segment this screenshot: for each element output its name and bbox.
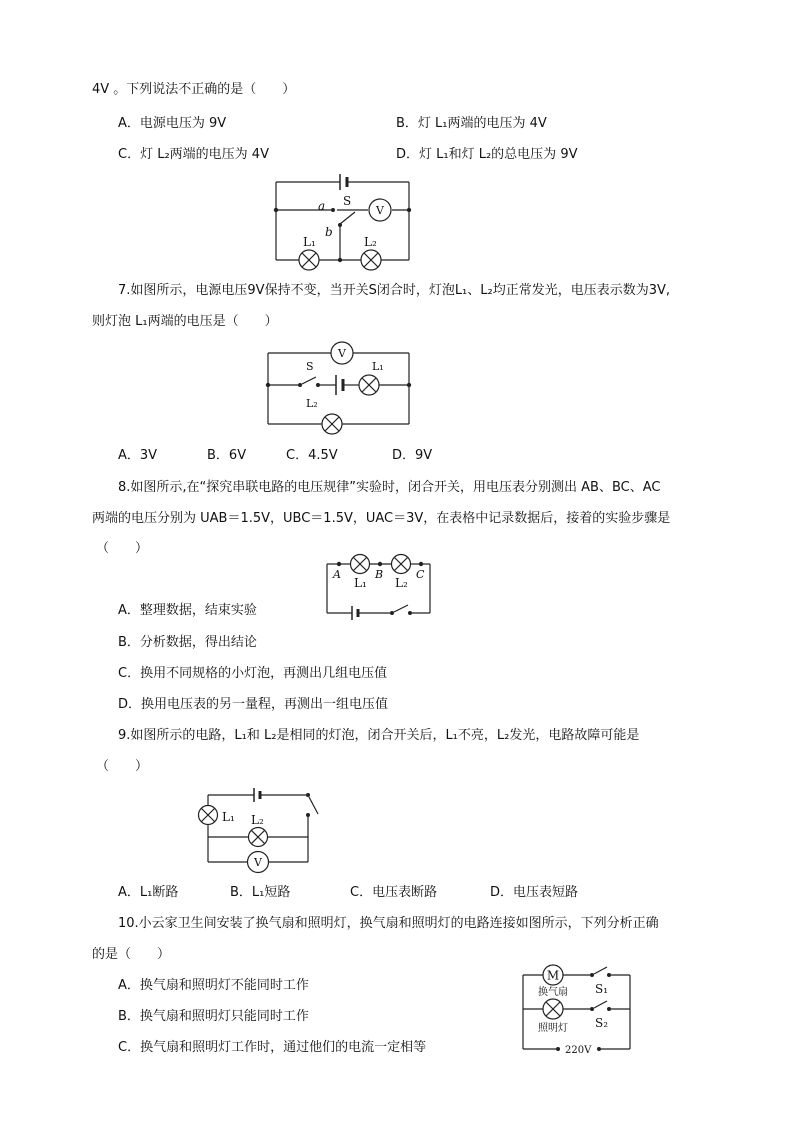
- lamp-l1-symbol: [351, 555, 370, 574]
- q8-stem-line3: （ ）: [96, 541, 149, 556]
- q9-option-d: D．电压表短路: [490, 885, 579, 900]
- q10-voltage-label: 220V: [565, 1045, 592, 1056]
- q8-stem-line1: 8.如图所示,在“探究串联电路的电压规律”实验时，闭合开关，用电压表分别测出 AB、BC、AC: [118, 480, 661, 495]
- q7-lamp-l1-label: L₁: [372, 360, 384, 373]
- q9-lamp-l1-label: L₁: [222, 810, 235, 824]
- q6-option-b: B．灯 L₁两端的电压为 4V: [396, 116, 547, 131]
- lamp-l1-symbol: [359, 375, 379, 395]
- q7-stem-line1: 7.如图所示，电源电压9V保持不变，当开关S闭合时，灯泡L₁、L₂均正常发光，电压表示数为3V,: [118, 283, 671, 298]
- q7-voltmeter-label: V: [338, 347, 346, 360]
- q8-option-c: C．换用不同规格的小灯泡，再测出几组电压值: [118, 666, 388, 681]
- q8-lamp-l1-label: L₁: [354, 576, 367, 590]
- q9-stem-line1: 9.如图所示的电路，L₁和 L₂是相同的灯泡，闭合开关后，L₁不亮，L₂发光，电路故障可能是: [118, 728, 640, 743]
- q7-circuit-diagram: [262, 340, 417, 435]
- q10-stem-line1: 10.小云家卫生间安装了换气扇和照明灯，换气扇和照明灯的电路连接如图所示，下列分析正确: [118, 916, 659, 931]
- q10-stem-line2: 的是（ ）: [92, 947, 171, 962]
- q10-fan-label: 换气扇: [538, 987, 568, 998]
- q6-switch-contact-a: a: [318, 199, 326, 213]
- lamp-l1-symbol: [299, 250, 319, 270]
- q9-option-b: B．L₁短路: [230, 885, 291, 900]
- q7-stem-line2: 则灯泡 L₁两端的电压是（ ）: [92, 314, 278, 329]
- q8-option-a: A．整理数据，结束实验: [118, 603, 257, 618]
- q9-option-a: A．L₁断路: [118, 885, 179, 900]
- q8-lamp-l2-label: L₂: [395, 576, 408, 590]
- q6-voltmeter-label: V: [376, 204, 384, 217]
- q8-option-b: B．分析数据，得出结论: [118, 635, 257, 650]
- q6-stem-tail: 4V 。下列说法不正确的是（ ）: [92, 82, 296, 97]
- q6-option-c: C．灯 L₂两端的电压为 4V: [118, 147, 269, 162]
- q7-option-a: A．3V: [118, 448, 158, 463]
- q8-option-d: D．换用电压表的另一量程，再测出一组电压值: [118, 697, 389, 712]
- q9-lamp-l2-label: L₂: [251, 813, 264, 827]
- q7-switch-label: S: [306, 360, 314, 373]
- q9-stem-line2: （ ）: [96, 759, 149, 774]
- q10-motor-label: M: [546, 968, 560, 983]
- q9-circuit-diagram: [198, 785, 328, 880]
- q8-point-a: A: [333, 568, 341, 581]
- q10-circuit-diagram: [518, 962, 636, 1062]
- q6-option-a: A．电源电压为 9V: [118, 116, 227, 131]
- q6-lamp-l2-label: L₂: [364, 235, 377, 249]
- q9-voltmeter-label: V: [254, 856, 262, 869]
- q10-switch-s1-label: S₁: [595, 982, 609, 996]
- q6-circuit-diagram: [268, 172, 418, 272]
- q10-option-b: B．换气扇和照明灯只能同时工作: [118, 1009, 309, 1024]
- lamp-l1-symbol: [199, 806, 218, 825]
- q10-option-c: C．换气扇和照明灯工作时，通过他们的电流一定相等: [118, 1040, 427, 1055]
- q8-circuit-diagram: [322, 556, 437, 618]
- lamp-l2-symbol: [392, 555, 411, 574]
- q7-lamp-l2-label: L₂: [306, 397, 318, 410]
- q7-option-b: B．6V: [207, 448, 247, 463]
- q10-switch-s2-label: S₂: [595, 1016, 609, 1030]
- q9-option-c: C．电压表断路: [350, 885, 438, 900]
- q8-point-c: C: [416, 568, 425, 581]
- lamp-l2-symbol: [322, 414, 342, 434]
- q7-option-c: C．4.5V: [286, 448, 338, 463]
- lamp-symbol: [543, 999, 563, 1019]
- q6-switch-contact-b: b: [325, 225, 333, 239]
- q8-stem-line2: 两端的电压分别为 UAB＝1.5V，UBC＝1.5V，UAC＝3V，在表格中记录数据后，接着的实验步骤是: [92, 511, 671, 526]
- q8-point-b: B: [375, 568, 384, 581]
- q10-lamp-label: 照明灯: [538, 1023, 568, 1034]
- q6-switch-label: S: [343, 194, 352, 208]
- q6-option-d: D．灯 L₁和灯 L₂的总电压为 9V: [396, 147, 578, 162]
- q6-lamp-l1-label: L₁: [303, 235, 316, 249]
- lamp-l2-symbol: [361, 250, 381, 270]
- lamp-l2-symbol: [249, 828, 268, 847]
- q10-option-a: A．换气扇和照明灯不能同时工作: [118, 978, 309, 993]
- q7-option-d: D．9V: [392, 448, 433, 463]
